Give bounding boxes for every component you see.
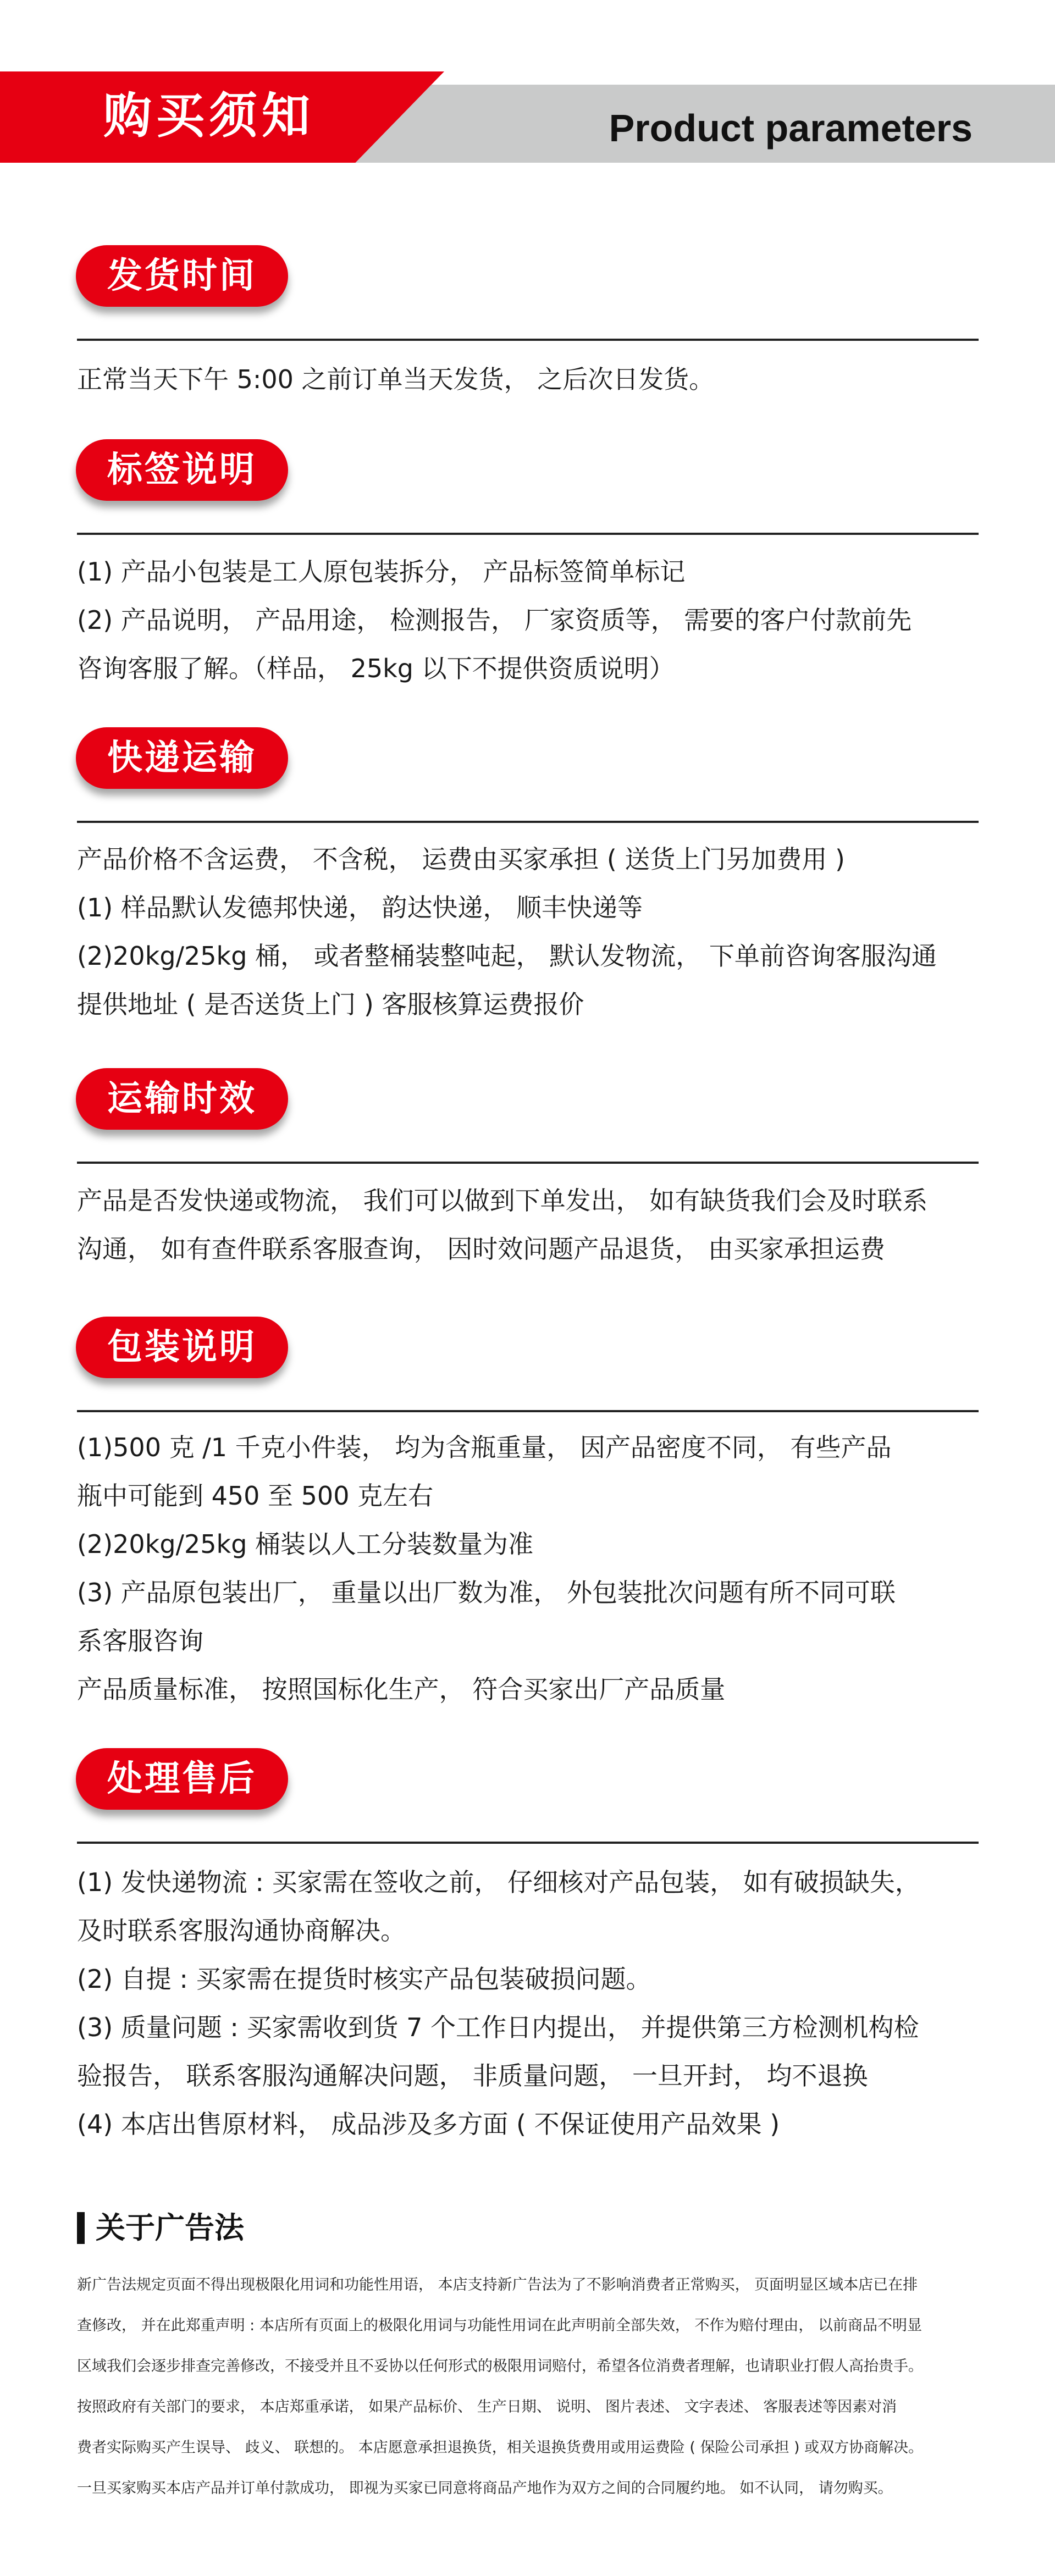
section-body <box>77 355 990 403</box>
section-title: 标签说明 <box>107 450 257 490</box>
section-badge <box>76 1317 288 1378</box>
section-badge <box>76 245 288 307</box>
page-subtitle: Product parameters <box>609 107 973 150</box>
section-body <box>77 1176 990 1273</box>
section-badge <box>76 1068 288 1130</box>
body-line: (1) 样品默认发德邦快递， 韵达快递， 顺丰快递等 <box>77 893 643 922</box>
body-line: (2)20kg/25kg 桶装以人工分装数量为准 <box>77 1529 534 1559</box>
page-header <box>0 71 1055 163</box>
ad-law-title: 关于广告法 <box>96 2210 244 2245</box>
section-badge <box>76 439 288 501</box>
section-body <box>77 1423 990 1713</box>
section-title: 包装说明 <box>107 1327 257 1368</box>
section-divider <box>77 821 979 823</box>
section-title: 发货时间 <box>107 256 257 296</box>
body-line: (1) 发快递物流 : 买家需在签收之前， 仔细核对产品包装， 如有破损缺失， <box>77 1867 920 1897</box>
section-title: 运输时效 <box>107 1079 257 1119</box>
section-divider <box>77 339 979 341</box>
section-title: 快递运输 <box>107 738 257 778</box>
body-line: (2)20kg/25kg 桶， 或者整桶装整吨起， 默认发物流， 下单前咨询客服沟通 <box>77 941 937 971</box>
section-divider <box>77 1842 979 1844</box>
body-line: 系客服咨询 <box>77 1626 203 1656</box>
section-body <box>77 548 990 693</box>
body-line: 产品价格不含运费， 不含税， 运费由买家承担 ( 送货上门另加费用 ) <box>77 844 846 874</box>
section-body <box>77 1858 990 2148</box>
ad-law-line: 费者实际购买产生误导、 歧义、 联想的。 本店愿意承担退换货，相关退换货费用或用运费险 ( 保险公司承担 ) 或双方协商解决。 <box>77 2439 924 2456</box>
body-line: 产品质量标准， 按照国标化生产， 符合买家出厂产品质量 <box>77 1674 726 1704</box>
ad-law-line: 新广告法规定页面不得出现极限化用词和功能性用语， 本店支持新广告法为了不影响消费者正常购买， 页面明显区域本店已在排 <box>77 2276 918 2293</box>
ad-law-line: 一旦买家购买本店产品并订单付款成功， 即视为买家已同意将商品产地作为双方之间的合同履约地。 如不认同， 请勿购买。 <box>77 2480 893 2497</box>
body-line: (4) 本店出售原材料， 成品涉及多方面 ( 不保证使用产品效果 ) <box>77 2109 780 2139</box>
body-line: 及时联系客服沟通协商解决。 <box>77 1916 406 1945</box>
body-line: (1) 产品小包装是工人原包装拆分， 产品标签简单标记 <box>77 557 686 587</box>
body-line: 提供地址 ( 是否送货上门 ) 客服核算运费报价 <box>77 990 584 1019</box>
section-divider <box>77 1162 979 1164</box>
page-title: 购买须知 <box>103 87 315 144</box>
body-line: 沟通， 如有查件联系客服查询， 因时效问题产品退货， 由买家承担运费 <box>77 1234 885 1264</box>
section-title: 处理售后 <box>107 1759 257 1799</box>
section-divider <box>77 1410 979 1412</box>
ad-law-line: 按照政府有关部门的要求， 本店郑重承诺， 如果产品标价、 生产日期、 说明、 图片表述、 文字表述、 客服表述等因素对消 <box>77 2398 897 2415</box>
section-badge <box>76 1748 288 1810</box>
body-line: 产品是否发快递或物流， 我们可以做到下单发出， 如有缺货我们会及时联系 <box>77 1186 928 1215</box>
body-line: 瓶中可能到 450 至 500 克左右 <box>77 1481 434 1511</box>
ad-law-line: 查修改， 并在此郑重声明 : 本店所有页面上的极限化用词与功能性用词在此声明前全部失效， 不作为赔付理由， 以前商品不明显 <box>77 2317 923 2334</box>
body-line: (3) 产品原包装出厂， 重量以出厂数为准， 外包装批次问题有所不同可联 <box>77 1578 896 1607</box>
ad-law-body <box>77 2265 984 2509</box>
heading-marker <box>77 2212 85 2244</box>
body-line: (1)500 克 /1 千克小件装， 均为含瓶重量， 因产品密度不同， 有些产品 <box>77 1433 892 1462</box>
section-divider <box>77 533 979 535</box>
body-line: 咨询客服了解。（样品， 25kg 以下不提供资质说明） <box>77 654 675 683</box>
section-body <box>77 835 990 1029</box>
section-badge <box>76 727 288 789</box>
ad-law-line: 区域我们会逐步排查完善修改，不接受并且不妥协以任何形式的极限用词赔付，希望各位消费者理解，也请职业打假人高抬贵手。 <box>77 2358 923 2375</box>
body-line: 验报告， 联系客服沟通解决问题， 非质量问题， 一旦开封， 均不退换 <box>77 2061 868 2091</box>
body-line: (2) 自提 : 买家需在提货时核实产品包装破损问题。 <box>77 1964 651 1994</box>
body-line: (3) 质量问题 : 买家需收到货 7 个工作日内提出， 并提供第三方检测机构检 <box>77 2013 919 2042</box>
body-line: 正常当天下午 5:00 之前订单当天发货， 之后次日发货。 <box>77 364 715 394</box>
body-line: (2) 产品说明， 产品用途， 检测报告， 厂家资质等， 需要的客户付款前先 <box>77 605 912 635</box>
